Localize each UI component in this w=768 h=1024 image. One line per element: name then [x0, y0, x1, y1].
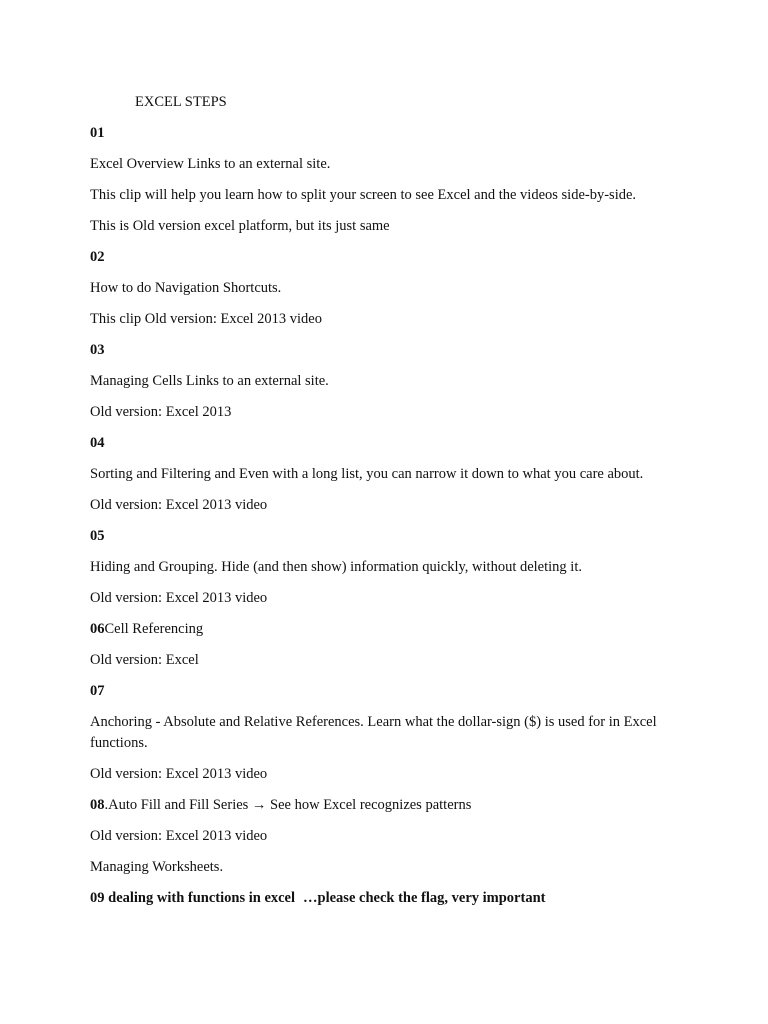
text-line: Hiding and Grouping. Hide (and then show) information quickly, without deleting it. — [90, 559, 582, 575]
text-line: Managing Worksheets. — [90, 859, 224, 875]
text-line: How to do Navigation Shortcuts. — [90, 280, 282, 296]
text-line: Old version: Excel 2013 video — [90, 828, 268, 844]
text-line: Excel Overview Links to an external site. — [90, 156, 331, 172]
text-line: Managing Cells Links to an external site. — [90, 373, 329, 389]
item-heading-08 — [90, 795, 680, 815]
item-number: 06 — [90, 621, 105, 637]
important-note: …please check the flag, very important — [303, 890, 546, 906]
item-number: 05 — [90, 528, 105, 544]
item-number: 02 — [90, 249, 105, 265]
text-line: Sorting and Filtering and Even with a long list, you can narrow it down to what you care about. — [90, 466, 644, 482]
item-number: 07 — [90, 683, 105, 699]
item-heading-06 — [90, 619, 680, 639]
item-number-04 — [90, 433, 680, 453]
item-number: 01 — [90, 125, 105, 141]
item-number: 09 — [90, 890, 105, 906]
item-number: 03 — [90, 342, 105, 358]
text-line: Old version: Excel 2013 video — [90, 590, 268, 606]
item-heading-text: dealing with functions in excel — [108, 890, 296, 906]
item-number-02 — [90, 247, 680, 267]
item-number: 04 — [90, 435, 105, 451]
text-line: Old version: Excel — [90, 652, 199, 668]
text-line: This is Old version excel platform, but its just same — [90, 218, 390, 234]
item-number-03 — [90, 340, 680, 360]
text-line: Old version: Excel 2013 — [90, 404, 232, 420]
text-paragraph: Anchoring - Absolute and Relative References. Learn what the dollar-sign ($) is used for in Excel functions. — [90, 714, 657, 751]
item-number-01 — [90, 123, 680, 143]
item-heading-text: Cell Referencing — [104, 621, 204, 637]
text-line: This clip will help you learn how to split your screen to see Excel and the videos side-by-side. — [90, 187, 637, 203]
item-number-07 — [90, 681, 680, 701]
text-line: Old version: Excel 2013 video — [90, 766, 268, 782]
item-heading-09 — [90, 888, 680, 908]
item-number: 08 — [90, 797, 105, 813]
text-line: Old version: Excel 2013 video — [90, 497, 268, 513]
item-number-05 — [90, 526, 680, 546]
text-line: This clip Old version: Excel 2013 video — [90, 311, 322, 327]
document-title: EXCEL STEPS — [135, 94, 227, 110]
item-heading-text: .Auto Fill and Fill Series → See how Excel recognizes patterns — [104, 797, 472, 813]
